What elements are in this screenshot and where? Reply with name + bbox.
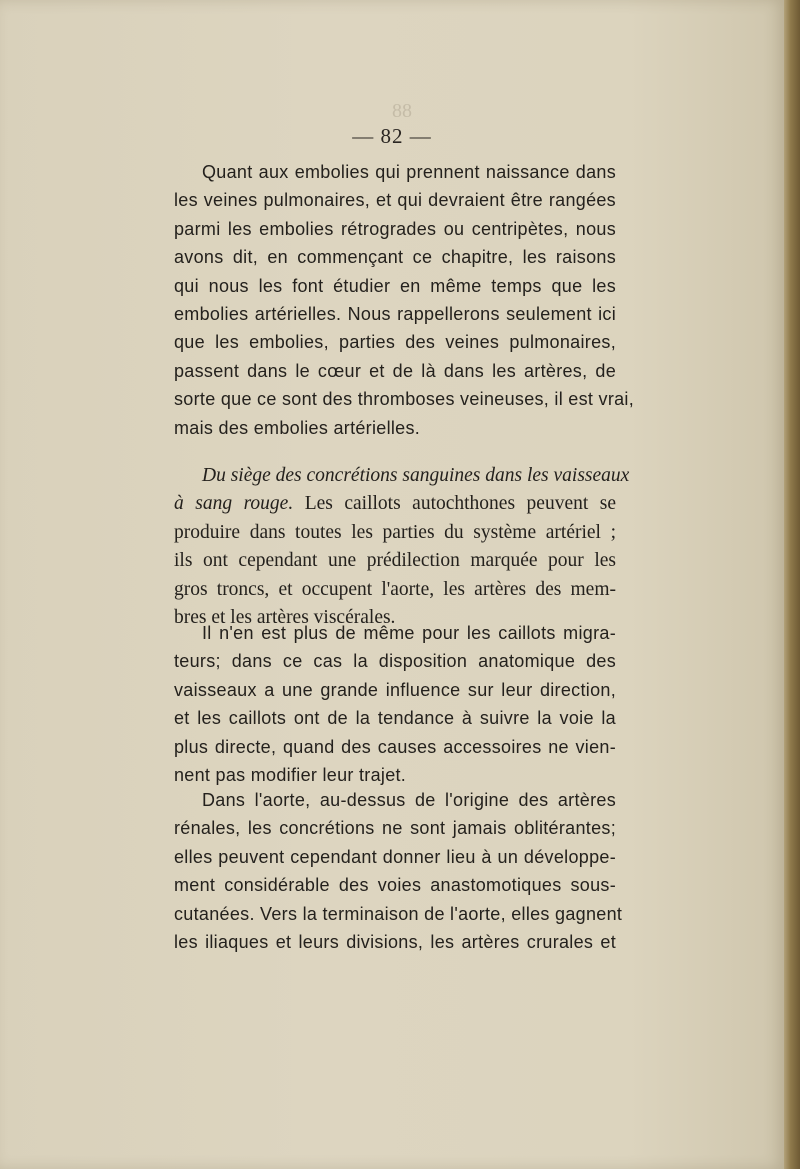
text-line: Dans l'aorte, au-dessus de l'origine des artères <box>202 790 616 810</box>
text-line: mais des embolies artérielles. <box>174 417 421 438</box>
paragraph-3 <box>174 619 616 789</box>
text-line: embolies artérielles. Nous rappellerons seulement ici <box>174 304 616 325</box>
page-number: — 82 — <box>352 124 432 148</box>
paragraph-4 <box>174 786 623 956</box>
text-line: Il n'en est plus de même pour les caillots migra- <box>202 623 616 643</box>
text-line <box>174 462 630 490</box>
text-line: qui nous les font étudier en même temps que les <box>174 275 616 296</box>
text-line: parmi les embolies rétrogrades ou centripètes, nous <box>174 218 616 239</box>
text-line: passent dans le cœur et de là dans les artères, de <box>174 360 616 381</box>
text-line: ils ont cependant une prédilection marquée pour les <box>174 550 616 572</box>
text-line: plus directe, quand des causes accessoires ne vien- <box>174 736 616 757</box>
text-line: avons dit, en commençant ce chapitre, les raisons <box>174 247 616 268</box>
text-line: vaisseaux a une grande influence sur leur direction, <box>174 679 616 700</box>
text-line: elles peuvent cependant donner lieu à un développe- <box>174 846 616 867</box>
text-line: les iliaques et leurs divisions, les artères crurales et <box>174 932 616 953</box>
text-line: cutanées. Vers la terminaison de l'aorte, elles gagnent <box>174 903 623 924</box>
page-edge-binding <box>784 0 800 1169</box>
text-line: Quant aux embolies qui prennent naissance dans <box>202 162 616 182</box>
paragraph-1 <box>174 158 635 442</box>
text-line: et les caillots ont de la tendance à suivre la voie la <box>174 708 616 729</box>
text-line: rénales, les concrétions ne sont jamais oblitérantes; <box>174 818 616 839</box>
text-line: sorte que ce sont des thromboses veineuses, il est vrai, <box>174 389 635 410</box>
text-line: teurs; dans ce cas la disposition anatomique des <box>174 651 616 672</box>
text-line: gros troncs, et occupent l'aorte, les artères des mem- <box>174 578 616 600</box>
text-line: nent pas modifier leur trajet. <box>174 765 407 786</box>
text-line: ment considérable des voies anastomotiques sous- <box>174 875 616 896</box>
text-line: les veines pulmonaires, et qui devraient être rangées <box>174 190 616 211</box>
section-heading: Du siège des concrétions sanguines dans les vaisseaux <box>202 465 630 486</box>
text-line: bres et les artères viscérales. <box>174 607 396 629</box>
text-line: que les embolies, parties des veines pulmonaires, <box>174 332 616 353</box>
text-line: produire dans toutes les parties du système artériel ; <box>174 521 616 543</box>
bleed-through-text: 88 <box>392 100 412 122</box>
text-run: Les caillots autochthones peuvent se <box>293 493 616 515</box>
text-line <box>174 490 616 518</box>
section-heading-end: à sang rouge. <box>174 493 294 515</box>
paragraph-2 <box>174 462 630 632</box>
